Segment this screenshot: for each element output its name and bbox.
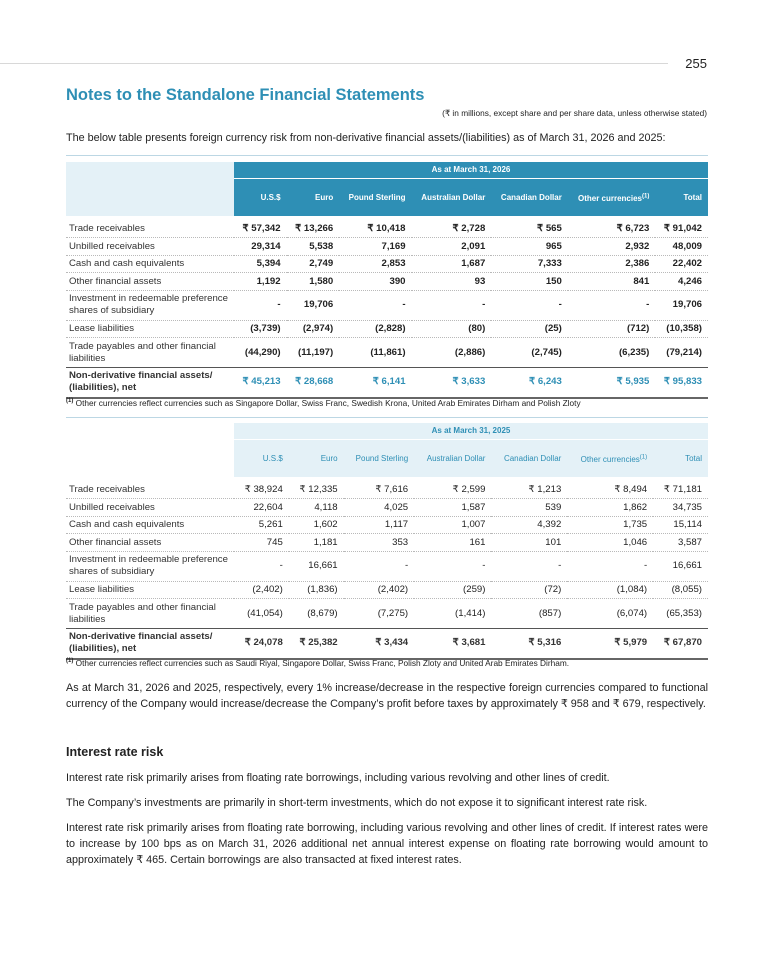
cell-value: (2,828) — [339, 320, 411, 338]
cell-value: (2,402) — [344, 581, 415, 599]
cell-value: 5,538 — [287, 238, 340, 256]
cell-value: - — [491, 290, 568, 320]
cell-value: 48,009 — [655, 238, 708, 256]
table-row — [66, 255, 708, 273]
cell-value: ₹ 1,213 — [491, 481, 567, 499]
cell-value: 150 — [491, 273, 568, 291]
cell-value: (1,836) — [289, 581, 344, 599]
footnote-text: Other currencies reflect currencies such as Saudi Riyal, Singapore Dollar, Swiss Franc, Polish Zloty and United Arab Emirates Dirham. — [75, 658, 570, 668]
cell-value: (2,974) — [287, 320, 340, 338]
page-title: Notes to the Standalone Financial Statements — [66, 86, 425, 104]
table-row — [66, 551, 708, 581]
cell-value: ₹ 565 — [491, 220, 568, 238]
intro-text: The below table presents foreign currency risk from non-derivative financial assets/(liabilities) as of March 31, 2026 and 2025: — [66, 132, 666, 144]
row-label: Unbilled receivables — [66, 238, 234, 256]
column-header: Euro — [287, 178, 340, 216]
column-header: Australian Dollar — [412, 178, 492, 216]
table-row — [66, 320, 708, 338]
cell-value: (857) — [491, 599, 567, 629]
cell-value: ₹ 38,924 — [234, 481, 289, 499]
cell-value: (10,358) — [655, 320, 708, 338]
cell-value: (6,235) — [568, 338, 656, 368]
total-label: Non-derivative financial assets/ (liabilities), net — [66, 629, 234, 659]
cell-value: 1,117 — [344, 516, 415, 534]
table-2026-top-rule — [66, 155, 708, 156]
row-label: Cash and cash equivalents — [66, 255, 234, 273]
table-row — [66, 238, 708, 256]
total-value: ₹ 3,633 — [412, 368, 492, 398]
row-label: Lease liabilities — [66, 320, 234, 338]
cell-value: 4,025 — [344, 499, 415, 517]
total-value: ₹ 67,870 — [653, 629, 708, 659]
cell-value: 4,246 — [655, 273, 708, 291]
total-label: Non-derivative financial assets/ (liabilities), net — [66, 368, 234, 398]
cell-value: 1,735 — [567, 516, 653, 534]
interest-paragraph-1: Interest rate risk primarily arises from floating rate borrowings, including various revolving and other lines of credit. — [66, 772, 610, 784]
cell-value: ₹ 13,266 — [287, 220, 340, 238]
cell-value: 161 — [414, 534, 491, 552]
cell-value: 5,261 — [234, 516, 289, 534]
total-value: ₹ 3,681 — [414, 629, 491, 659]
cell-value: ₹ 8,494 — [567, 481, 653, 499]
cell-value: 1,580 — [287, 273, 340, 291]
column-header: Canadian Dollar — [491, 439, 567, 477]
cell-value: 101 — [491, 534, 567, 552]
cell-value: - — [568, 290, 656, 320]
table-row — [66, 534, 708, 552]
cell-value: 1,007 — [414, 516, 491, 534]
cell-value: 965 — [491, 238, 568, 256]
cell-value: (7,275) — [344, 599, 415, 629]
cell-value: ₹ 12,335 — [289, 481, 344, 499]
table-row — [66, 220, 708, 238]
cell-value: 1,687 — [412, 255, 492, 273]
total-value: ₹ 25,382 — [289, 629, 344, 659]
total-value: ₹ 6,243 — [491, 368, 568, 398]
cell-value: 16,661 — [289, 551, 344, 581]
cell-value: (1,414) — [414, 599, 491, 629]
cell-value: - — [412, 290, 492, 320]
cell-value: (259) — [414, 581, 491, 599]
fx-risk-table-2025 — [66, 423, 708, 660]
cell-value: 7,169 — [339, 238, 411, 256]
cell-value: - — [414, 551, 491, 581]
interest-paragraph-2: The Company’s investments are primarily in short-term investments, which do not expose it to significant interest rate risk. — [66, 797, 648, 809]
unit-note: (₹ in millions, except share and per share data, unless otherwise stated) — [442, 108, 707, 118]
table-row — [66, 481, 708, 499]
total-value: ₹ 5,935 — [568, 368, 656, 398]
cell-value: (3,739) — [234, 320, 287, 338]
column-header-text: Other currencies — [577, 194, 642, 204]
cell-value: ₹ 91,042 — [655, 220, 708, 238]
total-value: ₹ 5,979 — [567, 629, 653, 659]
footnote-2026 — [66, 398, 581, 408]
period-header: As at March 31, 2026 — [234, 162, 708, 178]
cell-value: 1,862 — [567, 499, 653, 517]
total-value: ₹ 95,833 — [655, 368, 708, 398]
column-header: Total — [653, 439, 708, 477]
page-number: 255 — [685, 56, 707, 71]
cell-value: - — [491, 551, 567, 581]
column-header: Total — [655, 178, 708, 216]
total-row — [66, 368, 708, 398]
cell-value: 1,602 — [289, 516, 344, 534]
cell-value: 353 — [344, 534, 415, 552]
column-header: Pound Sterling — [339, 178, 411, 216]
cell-value: ₹ 57,342 — [234, 220, 287, 238]
cell-value: 34,735 — [653, 499, 708, 517]
footnote-2025 — [66, 658, 569, 668]
cell-value: 29,314 — [234, 238, 287, 256]
table-row — [66, 499, 708, 517]
total-value: ₹ 24,078 — [234, 629, 289, 659]
cell-value: - — [344, 551, 415, 581]
cell-value: 745 — [234, 534, 289, 552]
row-label: Trade receivables — [66, 220, 234, 238]
cell-value: 539 — [491, 499, 567, 517]
cell-value: ₹ 7,616 — [344, 481, 415, 499]
cell-value: 841 — [568, 273, 656, 291]
footnote-marker: (1) — [642, 193, 650, 200]
cell-value: 4,118 — [289, 499, 344, 517]
cell-value: 15,114 — [653, 516, 708, 534]
cell-value: 2,091 — [412, 238, 492, 256]
row-label: Trade payables and other financial liabilities — [66, 599, 234, 629]
column-header: Canadian Dollar — [491, 178, 568, 216]
cell-value: ₹ 2,728 — [412, 220, 492, 238]
interest-rate-heading: Interest rate risk — [66, 745, 164, 759]
interest-paragraph-3: Interest rate risk primarily arises from floating rate borrowing, including various revolving and other lines of credit. If interest rates were to increase by 100 bps as on March 31, 2026 additional net annual interest expense on floating rate borrowing would amount to approximately ₹ 465. Certain borrowings are also transacted at fixed interest rates. — [66, 822, 708, 866]
footnote-marker: (1) — [66, 658, 74, 665]
column-header: U.S.$ — [234, 178, 287, 216]
row-label: Lease liabilities — [66, 581, 234, 599]
header-blank-cell — [66, 423, 234, 439]
cell-value: (44,290) — [234, 338, 287, 368]
cell-value: 2,932 — [568, 238, 656, 256]
header-blank-cell — [66, 162, 234, 178]
total-value: ₹ 45,213 — [234, 368, 287, 398]
cell-value: - — [339, 290, 411, 320]
header-rule — [0, 63, 668, 64]
table-row — [66, 516, 708, 534]
cell-value: - — [567, 551, 653, 581]
cell-value: (11,197) — [287, 338, 340, 368]
header-blank-cell — [66, 439, 234, 477]
cell-value: (8,679) — [289, 599, 344, 629]
cell-value: 19,706 — [287, 290, 340, 320]
cell-value: - — [234, 551, 289, 581]
table-2025-top-rule — [66, 417, 708, 418]
cell-value: 1,587 — [414, 499, 491, 517]
row-label: Investment in redeemable preference shares of subsidiary — [66, 290, 234, 320]
cell-value: (6,074) — [567, 599, 653, 629]
footnote-marker: (1) — [66, 398, 74, 405]
column-header: Euro — [289, 439, 344, 477]
cell-value: 22,604 — [234, 499, 289, 517]
cell-value: (79,214) — [655, 338, 708, 368]
column-header: Pound Sterling — [344, 439, 415, 477]
row-label: Trade payables and other financial liabilities — [66, 338, 234, 368]
cell-value: 4,392 — [491, 516, 567, 534]
column-header: U.S.$ — [234, 439, 289, 477]
cell-value: 1,046 — [567, 534, 653, 552]
cell-value: 16,661 — [653, 551, 708, 581]
cell-value: (11,861) — [339, 338, 411, 368]
fx-risk-table-2026 — [66, 162, 708, 399]
table-row — [66, 599, 708, 629]
row-label: Other financial assets — [66, 534, 234, 552]
cell-value: 93 — [412, 273, 492, 291]
row-label: Other financial assets — [66, 273, 234, 291]
column-header-text: Other currencies — [580, 455, 640, 465]
period-header: As at March 31, 2025 — [234, 423, 708, 439]
cell-value: (25) — [491, 320, 568, 338]
total-value: ₹ 3,434 — [344, 629, 415, 659]
cell-value: (8,055) — [653, 581, 708, 599]
cell-value: (80) — [412, 320, 492, 338]
row-label: Investment in redeemable preference shares of subsidiary — [66, 551, 234, 581]
cell-value: 1,181 — [289, 534, 344, 552]
cell-value: 19,706 — [655, 290, 708, 320]
cell-value: (2,886) — [412, 338, 492, 368]
table-row — [66, 273, 708, 291]
cell-value: 2,386 — [568, 255, 656, 273]
cell-value: - — [234, 290, 287, 320]
sensitivity-paragraph: As at March 31, 2026 and 2025, respectively, every 1% increase/decrease in the respective foreign currencies compared to functional currency of the Company would increase/decrease the Company’s profit before taxes by approximately ₹ 958 and ₹ 679, respectively. — [66, 682, 708, 710]
cell-value: 7,333 — [491, 255, 568, 273]
cell-value: ₹ 6,723 — [568, 220, 656, 238]
cell-value: 3,587 — [653, 534, 708, 552]
cell-value: (65,353) — [653, 599, 708, 629]
total-value: ₹ 6,141 — [339, 368, 411, 398]
cell-value: 2,749 — [287, 255, 340, 273]
cell-value: 390 — [339, 273, 411, 291]
cell-value: (712) — [568, 320, 656, 338]
cell-value: ₹ 2,599 — [414, 481, 491, 499]
total-value: ₹ 28,668 — [287, 368, 340, 398]
table-row — [66, 338, 708, 368]
column-header — [568, 178, 656, 216]
cell-value: (72) — [491, 581, 567, 599]
cell-value: 1,192 — [234, 273, 287, 291]
cell-value: (1,084) — [567, 581, 653, 599]
cell-value: (2,402) — [234, 581, 289, 599]
cell-value: ₹ 71,181 — [653, 481, 708, 499]
row-label: Unbilled receivables — [66, 499, 234, 517]
total-row — [66, 629, 708, 659]
cell-value: (2,745) — [491, 338, 568, 368]
cell-value: 2,853 — [339, 255, 411, 273]
row-label: Cash and cash equivalents — [66, 516, 234, 534]
column-header: Australian Dollar — [414, 439, 491, 477]
header-blank-cell — [66, 178, 234, 216]
footnote-marker: (1) — [639, 454, 648, 461]
table-row — [66, 290, 708, 320]
cell-value: 22,402 — [655, 255, 708, 273]
footnote-text: Other currencies reflect currencies such as Singapore Dollar, Swiss Franc, Swedish Krona, United Arab Emirates Dirham and Polish Zloty — [75, 398, 581, 408]
column-header — [567, 439, 653, 477]
total-value: ₹ 5,316 — [491, 629, 567, 659]
row-label: Trade receivables — [66, 481, 234, 499]
cell-value: 5,394 — [234, 255, 287, 273]
cell-value: (41,054) — [234, 599, 289, 629]
table-row — [66, 581, 708, 599]
cell-value: ₹ 10,418 — [339, 220, 411, 238]
